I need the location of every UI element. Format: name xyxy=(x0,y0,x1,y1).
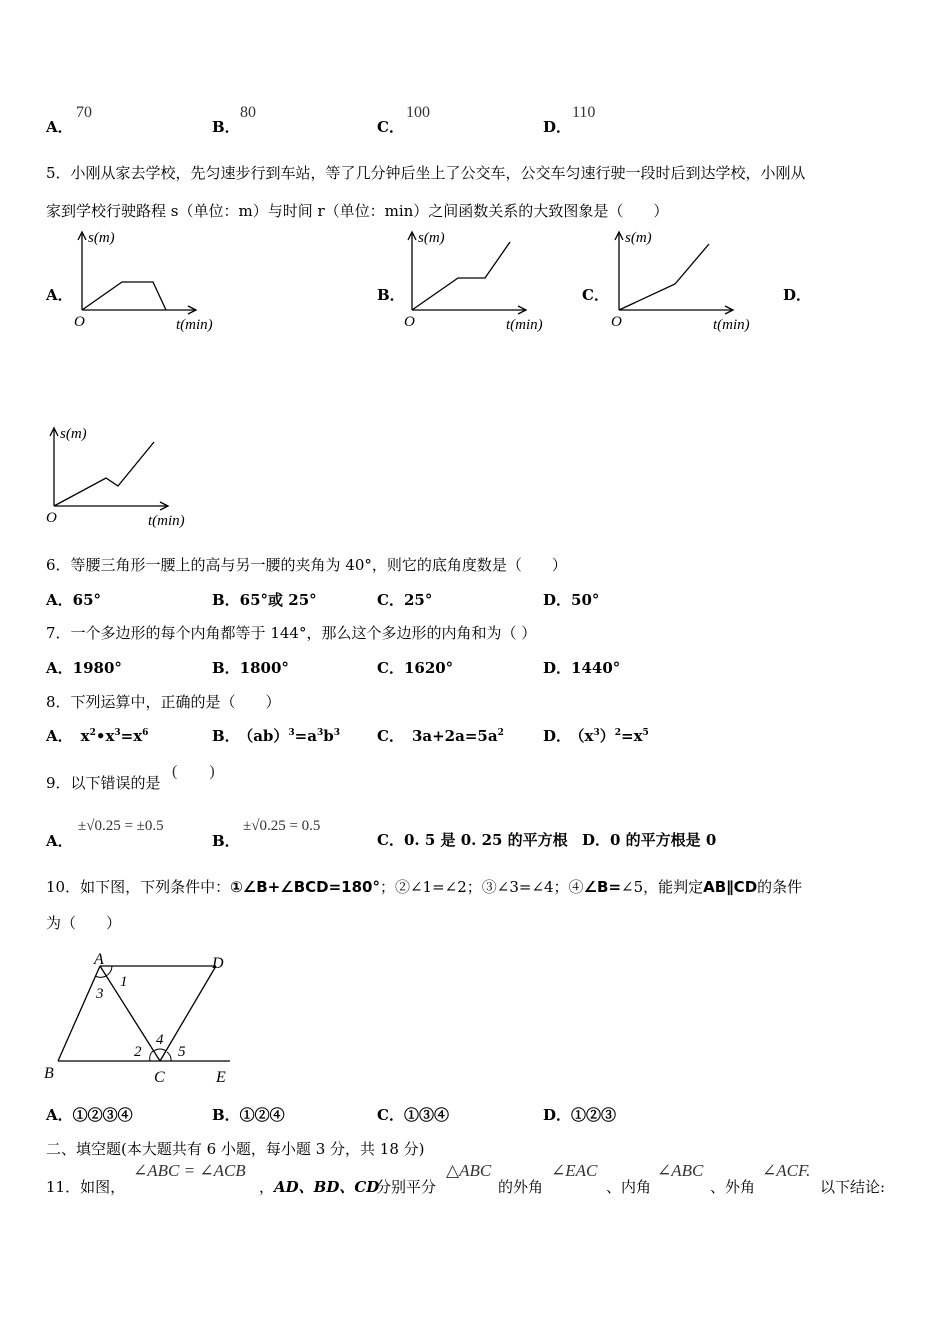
q11-t3: 的外角 xyxy=(498,1178,544,1196)
q10-angle-4: 4 xyxy=(156,1032,164,1048)
q9-option-d: D．0 的平方根是 0 xyxy=(582,831,717,849)
q5-graph-c-xlabel: t(min) xyxy=(713,317,750,333)
q5-stem-line1: 5．小刚从家去学校，先匀速步行到车站，等了几分钟后坐上了公交车，公交车匀速行驶一段时后到达学校，小刚从 xyxy=(46,164,806,182)
q5-stem-line2: 家到学校行驶路程 s（单位：m）与时间 r（单位：min）之间函数关系的大致图象是（ ） xyxy=(46,202,669,220)
q11-math2: △ABC xyxy=(446,1161,492,1180)
q10-figure xyxy=(40,948,240,1086)
q5-graph-b-xlabel: t(min) xyxy=(506,317,543,333)
q11-math5: ∠ACF. xyxy=(762,1161,811,1180)
q9-option-a-label: A． xyxy=(46,832,73,850)
q8-stem: 8．下列运算中，正确的是（ ） xyxy=(46,693,281,711)
q5-graph-a-origin: O xyxy=(74,314,85,330)
q7-option-d: D．1440° xyxy=(543,659,621,677)
q10-option-b: B．①②④ xyxy=(212,1106,285,1124)
q10-stem-line1: 10．如下图，下列条件中：①∠B+∠BCD=180°；②∠1=∠2；③∠3=∠4；④∠B=∠5，能判定AB∥CD的条件 xyxy=(46,878,803,896)
q7-option-c: C．1620° xyxy=(377,659,454,677)
q6-option-a: A．65° xyxy=(46,591,102,609)
q5-graph-c-ylabel: s(m) xyxy=(625,230,652,246)
q10-option-d: D．①②③ xyxy=(543,1106,617,1124)
q5-option-c-label: C． xyxy=(582,286,609,304)
q6-stem: 6．等腰三角形一腰上的高与另一腰的夹角为 40°，则它的底角度数是（ ） xyxy=(46,556,567,574)
q4-option-c-label: C． xyxy=(377,118,404,136)
q6-option-c: C．25° xyxy=(377,591,433,609)
q10-angle-3: 3 xyxy=(96,986,104,1002)
q4-option-a-value: 70 xyxy=(76,104,92,121)
q5-option-b-label: B． xyxy=(377,286,405,304)
q4-option-b-value: 80 xyxy=(240,104,256,121)
q5-graph-d-origin: O xyxy=(46,510,57,526)
q10-label-c: C xyxy=(154,1069,165,1086)
q9-stem: 9．以下错误的是 xyxy=(46,774,161,792)
q4-option-b-label: B． xyxy=(212,118,240,136)
q10-label-a: A xyxy=(94,951,104,968)
q4-option-d-value: 110 xyxy=(572,104,596,121)
q4-option-d-label: D． xyxy=(543,118,572,136)
q8-option-d: D． $(x^3)^2=x^5$ xyxy=(543,727,649,745)
q11-t5: 、外角 xyxy=(710,1178,756,1196)
q10-option-a: A．①②③④ xyxy=(46,1106,133,1124)
q5-graph-b-origin: O xyxy=(404,314,415,330)
q4-option-a-label: A． xyxy=(46,118,73,136)
q5-graph-d-xlabel: t(min) xyxy=(148,513,185,529)
q5-graph-a-xlabel: t(min) xyxy=(176,317,213,333)
q9-option-b-expr: ±√0.25 = 0.5 xyxy=(243,818,321,834)
q5-graph-b-ylabel: s(m) xyxy=(418,230,445,246)
q7-stem: 7．一个多边形的每个内角都等于 144°，那么这个多边形的内角和为（ ） xyxy=(46,624,537,642)
q10-stem-line2: 为（ ） xyxy=(46,914,122,932)
q11-t4: 、内角 xyxy=(606,1178,652,1196)
q10-label-e: E xyxy=(216,1069,226,1086)
q11-segments: AD、BD、CD xyxy=(274,1178,380,1196)
q11-t1: ， xyxy=(259,1178,275,1196)
q11-math3: ∠EAC xyxy=(551,1161,598,1180)
q5-graph-c-origin: O xyxy=(611,314,622,330)
q5-graph-a-ylabel: s(m) xyxy=(88,230,115,246)
q9-option-c: C．0. 5 是 0. 25 的平方根 xyxy=(377,831,568,849)
q5-graph-d-ylabel: s(m) xyxy=(60,426,87,442)
q10-angle-1: 1 xyxy=(120,974,128,990)
q10-option-c: C．①③④ xyxy=(377,1106,449,1124)
q8-option-a: A． $x^2•x^3=x^6$ xyxy=(46,727,149,745)
q5-option-d-label: D． xyxy=(783,286,812,304)
q9-option-b-label: B． xyxy=(212,832,240,850)
q10-label-d: D xyxy=(212,955,224,972)
q11-t6: 以下结论: xyxy=(820,1178,886,1196)
q7-option-b: B．1800° xyxy=(212,659,289,677)
q11-t2: 分别平分 xyxy=(376,1178,437,1196)
q4-option-c-value: 100 xyxy=(406,104,430,121)
q8-option-c: C． $3a+2a=5a^2$ xyxy=(377,727,504,745)
q10-angle-5: 5 xyxy=(178,1044,186,1060)
q5-option-a-label: A． xyxy=(46,286,73,304)
q5-graph-a xyxy=(66,228,226,334)
q5-graph-d xyxy=(38,424,198,530)
q10-label-b: B xyxy=(44,1065,54,1082)
q8-option-b: B． $(ab)^3=a^3b^3$ xyxy=(212,727,340,745)
q11-math4: ∠ABC xyxy=(657,1161,704,1180)
q5-graph-c xyxy=(603,228,763,334)
q6-option-b: B．65°或 25° xyxy=(212,591,317,609)
q7-option-a: A．1980° xyxy=(46,659,122,677)
q6-option-d: D．50° xyxy=(543,591,600,609)
q10-angle-2: 2 xyxy=(134,1044,142,1060)
section-2-heading: 二、填空题(本大题共有 6 小题，每小题 3 分，共 18 分) xyxy=(46,1140,425,1158)
q5-graph-b xyxy=(396,228,556,334)
q11-math1: ∠ABC = ∠ACB xyxy=(133,1161,246,1180)
q9-paren: ( ) xyxy=(172,763,215,780)
q9-option-a-expr: ±√0.25 = ±0.5 xyxy=(78,818,164,834)
q11-num: 11．如图， xyxy=(46,1178,126,1196)
